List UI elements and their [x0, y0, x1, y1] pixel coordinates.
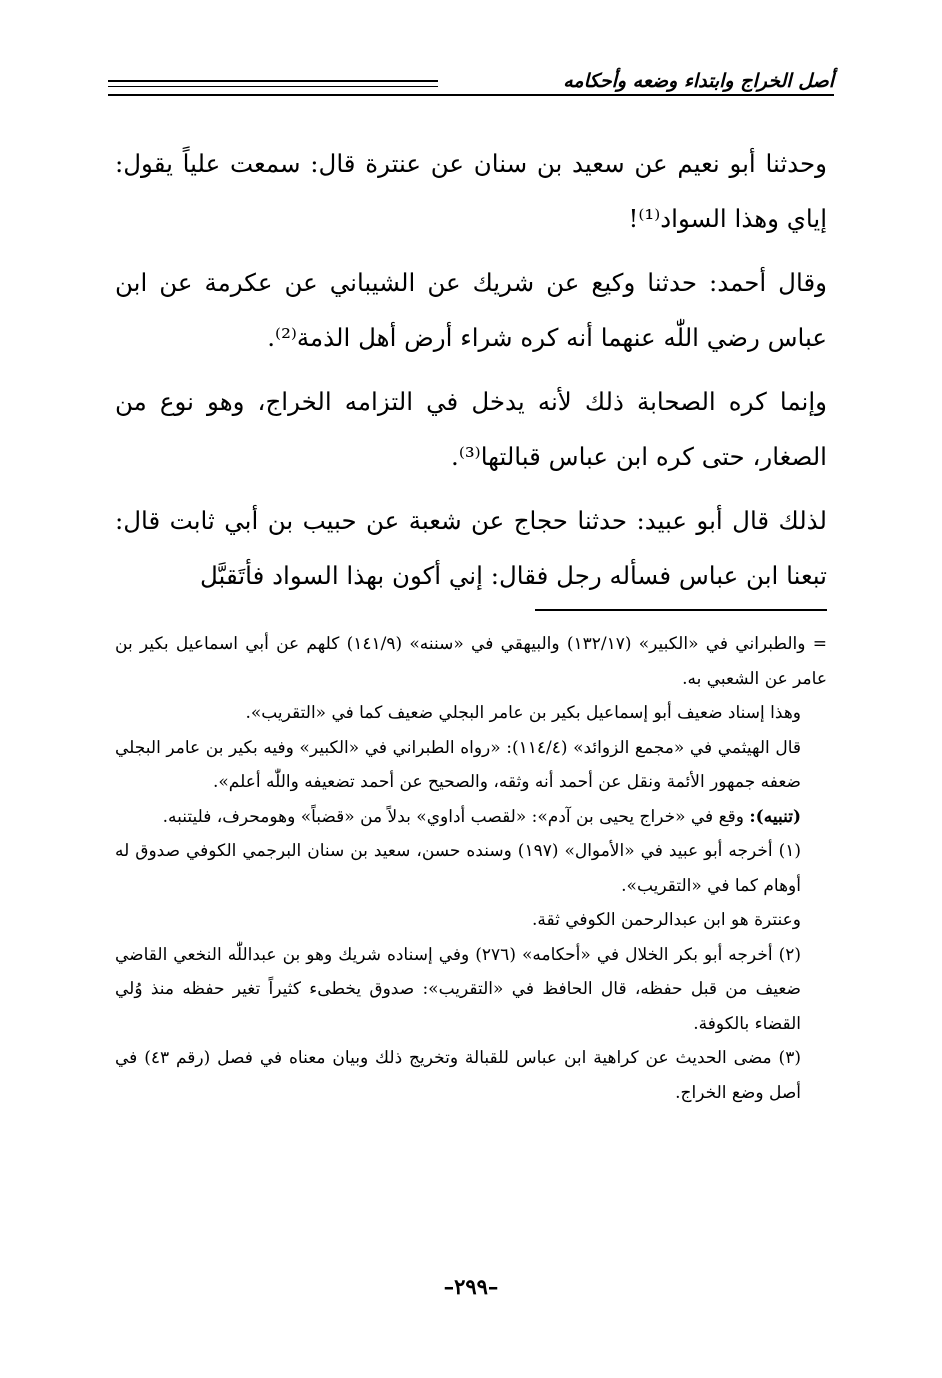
footnotes: [115, 627, 827, 1110]
note-text: وقع في «خراج يحيى بن آدم»: «لقصب أداوي» بدلاً من «قضباً» وهومحرف، فليتنبه.: [162, 806, 750, 827]
running-title: أصل الخراج وابتداء وضعه وأحكامه: [563, 70, 834, 92]
footnote-1: (١) أخرجه أبو عبيد في «الأموال» (١٩٧) وسنده حسن، سعيد بن سنان البرجمي الكوفي صدوق له أوهام كما في «التقريب».: [115, 841, 801, 896]
footnote-continuation: = والطبراني في «الكبير» (١٣٢/١٧) والبيهقي في «سننه» (١٤١/٩) كلهم عن أبي اسماعيل بكير بن عامر عن الشعبي به.: [115, 634, 827, 689]
paragraph: لذلك قال أبو عبيد: حدثنا حجاج عن شعبة عن حبيب بن أبي ثابت قال: تبعنا ابن عباس فسأله رجل فقال: إني أكون بهذا السواد فأتَقبَّل: [115, 506, 827, 590]
footnote-paragraph: وعنترة هو ابن عبدالرحمن الكوفي ثقة.: [531, 910, 801, 930]
paragraph: وحدثنا أبو نعيم عن سعيد بن سنان عن عنترة قال: سمعت علياً يقول: إياي وهذا السواد⁽¹⁾!: [115, 149, 827, 233]
paragraph: وإنما كره الصحابة ذلك لأنه يدخل في التزامه الخراج، وهو نوع من الصغار، حتى كره ابن عباس قبالتها⁽³⁾.: [115, 387, 827, 471]
footnote-2: (٢) أخرجه أبو بكر الخلال في «أحكامه» (٢٧٦) وفي إسناده شريك وهو بن عبداللّٰه النخعي القاضي ضعيف من قبل حفظه، قال الحافظ في «التقريب»: صدوق يخطىء كثيراً تغير حفظه منذ وُلي القضاء بالكوفة.: [115, 944, 801, 1034]
footnote-note: [115, 800, 827, 835]
footnote-paragraph: وهذا إسناد ضعيف أبو إسماعيل بكير بن عامر البجلي ضعيف كما في «التقريب».: [245, 703, 801, 723]
paragraph: وقال أحمد: حدثنا وكيع عن شريك عن الشيباني عن عكرمة عن ابن عباس رضي اللّٰه عنهما أنه كره شراء أرض أهل الذمة⁽²⁾.: [115, 268, 827, 352]
header-rule: [108, 94, 834, 96]
running-header: [108, 66, 834, 102]
page-number: –٢٩٩–: [443, 1274, 499, 1299]
footnote-separator: [535, 609, 827, 611]
header-double-rule: [108, 80, 438, 87]
footnote-paragraph: قال الهيثمي في «مجمع الزوائد» (١١٤/٤): «رواه الطبراني في «الكبير» وفيه بكير بن عامر البجلي ضعفه جمهور الأئمة ونقل عن أحمد أنه وثقه، والصحيح عن أحمد تضعيفه واللّٰه أعلم».: [115, 737, 801, 792]
note-label: (تنبيه):: [749, 806, 801, 827]
footnote-3: (٣) مضى الحديث عن كراهية ابن عباس للقبالة وتخريج ذلك وبيان معناه في فصل (رقم ٤٣) في أصل وضع الخراج.: [115, 1048, 801, 1103]
main-text: [115, 136, 827, 612]
